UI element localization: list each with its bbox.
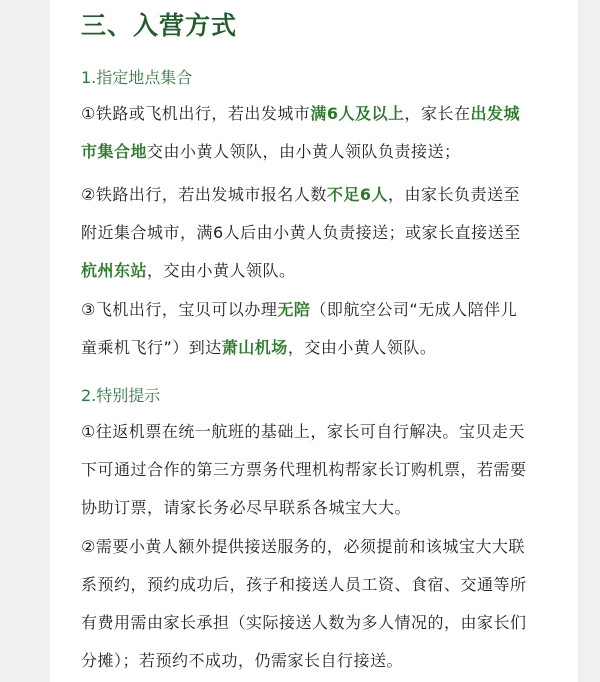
text-line [81,95,576,133]
text-line [81,252,576,290]
text-line [81,176,576,214]
text-span: 交由小黄人领队，由小黄人领队负责接送； [147,142,461,161]
subheading-special-notes: 2.特别提示 [81,386,161,405]
text-span: ，家长在 [404,104,471,123]
paragraph-rail-or-flight [81,95,576,171]
highlight-text: 市集合地 [81,142,148,161]
highlight-text: 萧山机场 [221,338,288,357]
text-line: ①往返机票在统一航班的基础上，家长可自行解决。宝贝走天 [81,422,525,441]
text-span: ，交由小黄人领队。 [147,261,296,280]
text-line [81,329,576,367]
text-line [81,133,576,171]
highlight-text: 满6人及以上 [310,104,405,123]
text-span: ，交由小黄人领队。 [287,338,437,357]
text-span: （即航空公司“无成人陪伴儿 [310,300,518,319]
text-span: ①铁路或飞机出行，若出发城市 [81,104,311,123]
text-line: 分摊）；若预约不成功，仍需家长自行接送。 [81,651,404,670]
subheading-assembly: 1.指定地点集合 [81,68,193,87]
content-card [50,0,578,682]
paragraph-rail-only [81,176,576,290]
text-span: ②铁路出行，若出发城市报名人数 [81,185,327,204]
text-span: ，由家长负责送至 [388,185,521,204]
highlight-text: 杭州东站 [81,261,148,280]
paragraph-flight-tickets [81,413,576,527]
text-line: 协助订票，请家长务必尽早联系各城宝大大。 [81,498,412,517]
text-line: ②需要小黄人额外提供接送服务的，必须提前和该城宝大大联 [81,537,525,556]
highlight-text: 不足6人 [326,185,388,204]
section-title: 三、入营方式 [81,11,238,40]
highlight-text: 出发城 [470,104,521,123]
text-span: 童乘机飞行”）到达 [81,338,222,357]
text-span: ③飞机出行，宝贝可以办理 [81,300,278,319]
highlight-text: 无陪 [277,300,311,319]
paragraph-flight [81,291,576,367]
paragraph-pickup-service [81,528,576,680]
text-line: 有费用需由家长承担（实际接送人数为多人情况的，由家长们 [81,613,527,632]
text-line: 系预约，预约成功后，孩子和接送人员工资、食宿、交通等所 [81,575,527,594]
text-line: 附近集合城市，满6人后由小黄人负责接送；或家长直接送至 [81,223,521,242]
text-line [81,291,576,329]
text-line: 下可通过合作的第三方票务代理机构帮家长订购机票，若需要 [81,460,527,479]
